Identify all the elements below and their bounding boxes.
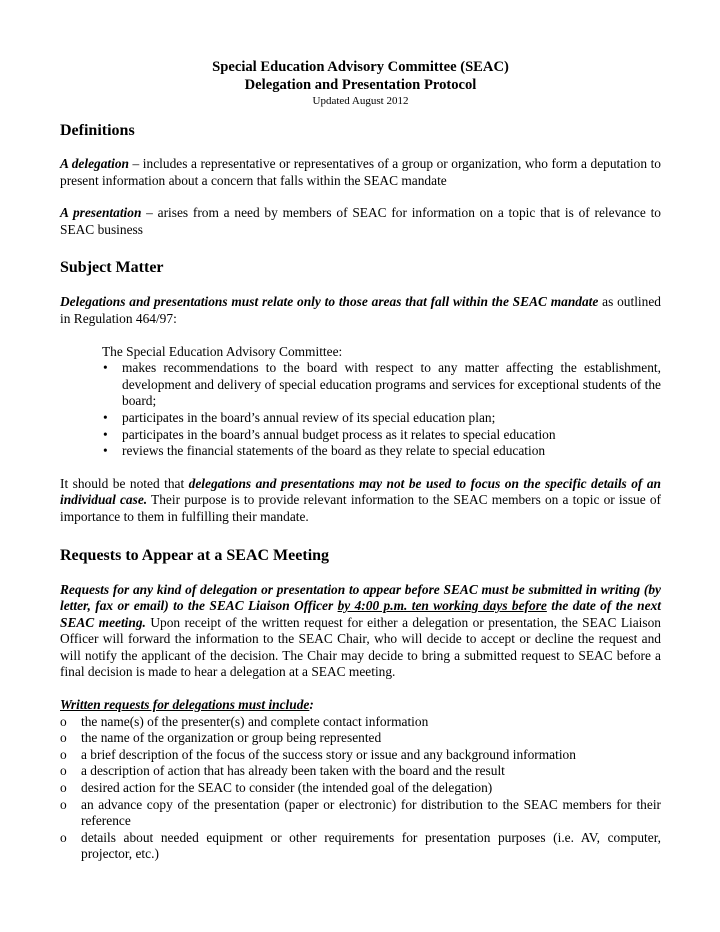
presentation-definition xyxy=(60,205,661,238)
requirement-item xyxy=(60,730,661,747)
circle-bullet-icon: o xyxy=(60,780,67,796)
document-title-line1: Special Education Advisory Committee (SEAC) xyxy=(212,59,509,75)
requirement-text: a description of action that has already been taken with the board and the result xyxy=(81,763,505,779)
note-bold: delegations and presentations may not be used to focus on the specific details of an individual case. xyxy=(60,475,661,508)
delegation-text: – includes a representative or representatives of a group or organization, who form a deputation to present information about a concern that falls within the SEAC mandate xyxy=(60,156,661,188)
circle-bullet-icon: o xyxy=(60,829,67,845)
subject-matter-heading: Subject Matter xyxy=(60,259,164,277)
requirement-text: the name of the organization or group being represented xyxy=(81,730,382,746)
requirement-item xyxy=(60,763,661,780)
requirement-text: details about needed equipment or other requirements for presentation purposes (i.e. AV, computer, projector, etc.) xyxy=(81,829,661,862)
requirement-text: the name(s) of the presenter(s) and complete contact information xyxy=(81,713,429,729)
requests-bold-start: Requests for any kind of delegation or presentation to appear before SEAC must be submitted in writing (by letter, fax or email) to the SEAC Liaison Officer xyxy=(60,581,661,614)
requirement-item xyxy=(60,829,661,863)
requirement-item xyxy=(60,796,661,830)
circle-bullet-icon: o xyxy=(60,730,67,746)
committee-label: The Special Education Advisory Committee: xyxy=(102,343,343,359)
note-start: It should be noted that xyxy=(60,475,189,491)
circle-bullet-icon: o xyxy=(60,713,67,729)
requests-rest: Upon receipt of the written request for either a delegation or presentation, the SEAC Liaison Officer will forward the information to the SEAC Chair, who will decide to accept or decline the request and will notify the applicant of the decision. The Chair may decide to bring a submitted request to SEAC before a final decision is made to hear a delegation at a SEAC meeting. xyxy=(60,614,661,680)
requirements-list xyxy=(60,714,661,863)
circle-bullet-icon: o xyxy=(60,796,67,812)
mandate-bullet-list xyxy=(60,360,661,460)
subject-matter-intro-rest: as outlined in Regulation 464/97: xyxy=(60,294,661,326)
written-requests-label: Written requests for delegations must include xyxy=(60,697,310,713)
note-end: Their purpose is to provide relevant information to the SEAC members on a topic or issue of importance to them in fulfilling their mandate. xyxy=(60,492,661,524)
presentation-term: A presentation xyxy=(60,205,142,221)
written-requests-colon: : xyxy=(309,697,314,713)
requests-bold-end: the date of the next SEAC meeting. xyxy=(60,598,661,630)
subject-matter-intro xyxy=(60,294,661,327)
requirement-item xyxy=(60,746,661,764)
document-title-line2: Delegation and Presentation Protocol xyxy=(244,77,477,93)
circle-bullet-icon: o xyxy=(60,763,67,779)
requirement-item xyxy=(60,713,661,731)
subject-matter-intro-bold: Delegations and presentations must relate only to those areas that fall within the SEAC mandate xyxy=(60,294,599,310)
requirement-text: a brief description of the focus of the success story or issue and any background information xyxy=(81,746,576,762)
deadline-underlined: by 4:00 p.m. ten working days before xyxy=(337,598,547,614)
document-page xyxy=(60,58,661,863)
individual-case-note xyxy=(60,476,661,526)
written-requests-heading xyxy=(60,697,661,714)
requirement-item xyxy=(60,780,661,797)
requirement-text: desired action for the SEAC to consider (the intended goal of the delegation) xyxy=(81,780,493,796)
updated-date: Updated August 2012 xyxy=(312,95,409,107)
requests-heading: Requests to Appear at a SEAC Meeting xyxy=(60,546,330,564)
delegation-definition xyxy=(60,156,661,189)
mandate-bullet: • participates in the board’s annual budget process as it relates to special education xyxy=(122,427,661,444)
mandate-bullet: • participates in the board’s annual review of its special education plan; xyxy=(122,410,661,427)
definitions-heading: Definitions xyxy=(60,122,135,139)
presentation-text: – arises from a need by members of SEAC for information on a topic that is of relevance to SEAC business xyxy=(60,205,661,237)
mandate-bullet: • reviews the financial statements of the board as they relate to special education xyxy=(122,443,661,460)
requirement-text: an advance copy of the presentation (paper or electronic) for distribution to the SEAC members for their reference xyxy=(81,796,661,829)
mandate-bullet: • makes recommendations to the board with respect to any matter affecting the establishment, development and delivery of special education programs and services for exceptional students of the board; xyxy=(122,360,661,410)
circle-bullet-icon: o xyxy=(60,746,67,762)
requests-paragraph xyxy=(60,582,661,682)
delegation-term: A delegation xyxy=(60,156,130,171)
